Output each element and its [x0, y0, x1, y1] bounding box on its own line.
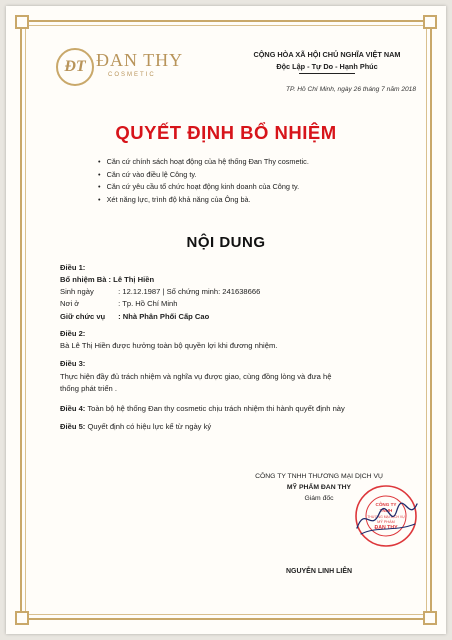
- seal-text: THƯƠNG MẠI DỊCH VỤ: [367, 515, 405, 519]
- position-value: : Nhà Phân Phối Cấp Cao: [118, 312, 210, 321]
- dob-label: Sinh ngày: [60, 287, 94, 296]
- article-3-text-cont: thống phát triển .: [60, 384, 117, 393]
- corner-ornament: [15, 15, 29, 29]
- article-5-label: Điều 5:: [60, 422, 86, 431]
- article-5-row: [60, 422, 211, 431]
- appoint-value: : Lê Thị Hiền: [108, 275, 155, 284]
- signature-role: Giám đốc: [304, 495, 334, 502]
- article-3-text: Thực hiện đầy đủ trách nhiệm và nghĩa vụ được giao, cùng đồng lòng và đưa hệ: [60, 372, 332, 381]
- logo-icon: ĐT: [56, 48, 94, 86]
- handwritten-signature: [351, 492, 423, 542]
- appoint-row: [60, 275, 154, 284]
- article-4-label: Điều 4:: [60, 404, 86, 413]
- article-2-text: Bà Lê Thị Hiền được hưởng toàn bộ quyền lợi khi đương nhiệm.: [60, 341, 278, 350]
- list-item: • Căn cứ vào điều lệ Công ty.: [98, 170, 309, 183]
- position-label: Giữ chức vụ: [60, 312, 106, 321]
- seal-text: CÔNG TY: [375, 502, 397, 507]
- article-4-text: Toàn bộ hệ thống Đan thy cosmetic chịu trách nhiệm thi hành quyết định này: [87, 404, 345, 413]
- signature-company: CÔNG TY TNHH THƯƠNG MẠI DỊCH VỤ: [255, 473, 383, 480]
- signature-company-name: MỸ PHẨM ĐAN THY: [286, 484, 352, 491]
- appoint-label: Bổ nhiệm Bà: [60, 275, 107, 284]
- seal-text: MỸ PHẨM: [377, 520, 395, 524]
- dob-value: : 12.12.1987: [118, 287, 161, 296]
- dateline: TP. Hồ Chí Minh, ngày 26 tháng 7 năm 2018: [285, 86, 416, 93]
- corner-ornament: [15, 611, 29, 625]
- motto-underline: [299, 73, 355, 74]
- article-5-text: Quyết định có hiệu lực kể từ ngày ký: [87, 422, 212, 431]
- logo-subtitle: COSMETIC: [108, 72, 156, 78]
- legal-bases-list: [98, 157, 309, 207]
- national-motto: Độc Lập - Tự Do - Hạnh Phúc: [276, 62, 378, 71]
- residence-value: : Tp. Hồ Chí Minh: [118, 299, 178, 308]
- article-1-label: Điều 1:: [60, 263, 86, 272]
- list-item: • Xét năng lực, trình độ khả năng của Ông bà.: [98, 195, 309, 208]
- document-page: [6, 6, 446, 634]
- position-row: [60, 312, 209, 321]
- logo-brand: ĐAN THY: [96, 50, 184, 70]
- document-title: QUYẾT ĐỊNH BỔ NHIỆM: [115, 122, 337, 143]
- corner-ornament: [423, 611, 437, 625]
- national-title: CỘNG HÒA XÃ HỘI CHỦ NGHĨA VIỆT NAM: [253, 50, 401, 59]
- list-item: • Căn cứ yêu cầu tổ chức hoạt động kinh doanh của Công ty.: [98, 182, 309, 195]
- seal-text: ĐAN THY: [374, 525, 398, 531]
- list-item: • Căn cứ chính sách hoạt động của hệ thống Đan Thy cosmetic.: [98, 157, 309, 170]
- signer-name: NGUYỄN LINH LIÊN: [285, 568, 353, 575]
- residence-label: Nơi ở: [60, 299, 80, 308]
- dob-row: [60, 287, 260, 296]
- id-number: | Số chứng minh: 241638666: [162, 287, 261, 296]
- seal-text: TNHH: [379, 508, 393, 513]
- section-heading: NỘI DUNG: [186, 234, 266, 251]
- article-3-label: Điều 3:: [60, 359, 86, 368]
- corner-ornament: [423, 15, 437, 29]
- residence-row: [60, 299, 178, 308]
- article-2-label: Điều 2:: [60, 329, 86, 338]
- article-4-row: [60, 404, 345, 413]
